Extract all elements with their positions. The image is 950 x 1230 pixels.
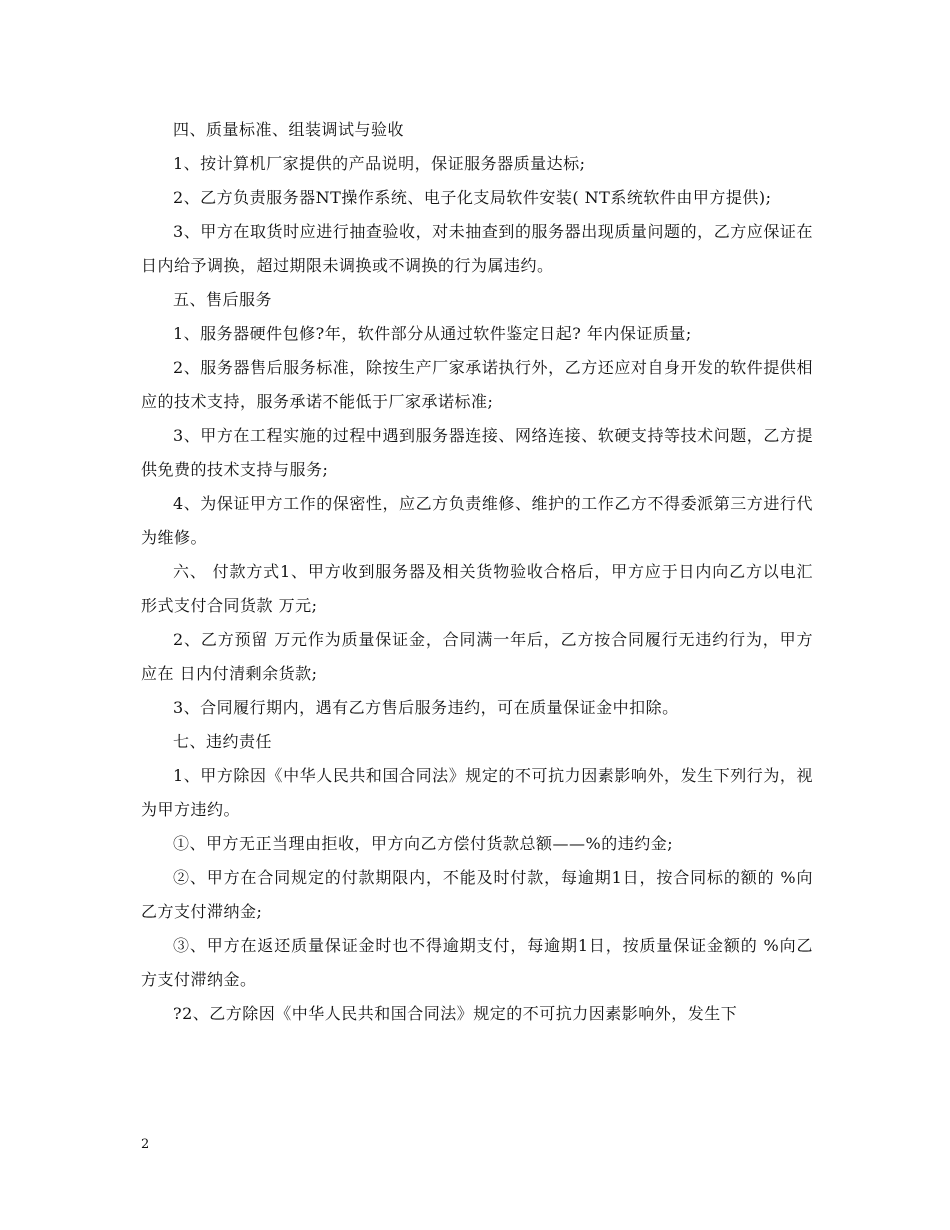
paragraph: 1、服务器硬件包修?年，软件部分从通过软件鉴定日起? 年内保证质量; [173, 324, 692, 343]
paragraph: 2、服务器售后服务标准，除按生产厂家承诺执行外，乙方还应对自身开发的软件提供相应的技术支持，服务承诺不能低于厂家承诺标准; [141, 358, 813, 411]
section-heading-quality: 四、质量标准、组装调试与验收 [173, 120, 405, 139]
section-heading-payment: 六、 付款方式1、甲方收到服务器及相关货物验收合格后，甲方应于日内向乙方以电汇形式支付合同货款 万元; [141, 562, 813, 615]
paragraph: ①、甲方无正当理由拒收，甲方向乙方偿付货款总额——%的违约金; [173, 834, 674, 853]
paragraph: ③、甲方在返还质量保证金时也不得逾期支付，每逾期1日，按质量保证金额的 %向乙方支付滞纳金。 [141, 936, 813, 989]
page-number: 2 [141, 1137, 150, 1152]
paragraph: 3、甲方在工程实施的过程中遇到服务器连接、网络连接、软硬支持等技术问题，乙方提供免费的技术支持与服务; [141, 426, 813, 479]
paragraph: 3、甲方在取货时应进行抽查验收，对未抽查到的服务器出现质量问题的，乙方应保证在日内给予调换，超过期限未调换或不调换的行为属违约。 [141, 222, 813, 275]
paragraph: ?2、乙方除因《中华人民共和国合同法》规定的不可抗力因素影响外，发生下 [173, 1004, 738, 1023]
document-body [141, 113, 813, 1031]
paragraph: 2、乙方预留 万元作为质量保证金，合同满一年后，乙方按合同履行无违约行为，甲方应在 日内付清剩余货款; [141, 630, 813, 683]
paragraph: 3、合同履行期内，遇有乙方售后服务违约，可在质量保证金中扣除。 [173, 698, 679, 717]
paragraph: ②、甲方在合同规定的付款期限内，不能及时付款，每逾期1日，按合同标的额的 %向乙方支付滞纳金; [141, 868, 813, 921]
paragraph: 2、乙方负责服务器NT操作系统、电子化支局软件安装( NT系统软件由甲方提供); [173, 188, 772, 207]
section-heading-after-sales: 五、售后服务 [173, 290, 273, 309]
paragraph: 1、甲方除因《中华人民共和国合同法》规定的不可抗力因素影响外，发生下列行为，视为甲方违约。 [141, 766, 813, 819]
section-heading-liability: 七、违约责任 [173, 732, 273, 751]
paragraph: 1、按计算机厂家提供的产品说明，保证服务器质量达标; [173, 154, 586, 173]
paragraph: 4、为保证甲方工作的保密性，应乙方负责维修、维护的工作乙方不得委派第三方进行代为维修。 [141, 494, 813, 547]
